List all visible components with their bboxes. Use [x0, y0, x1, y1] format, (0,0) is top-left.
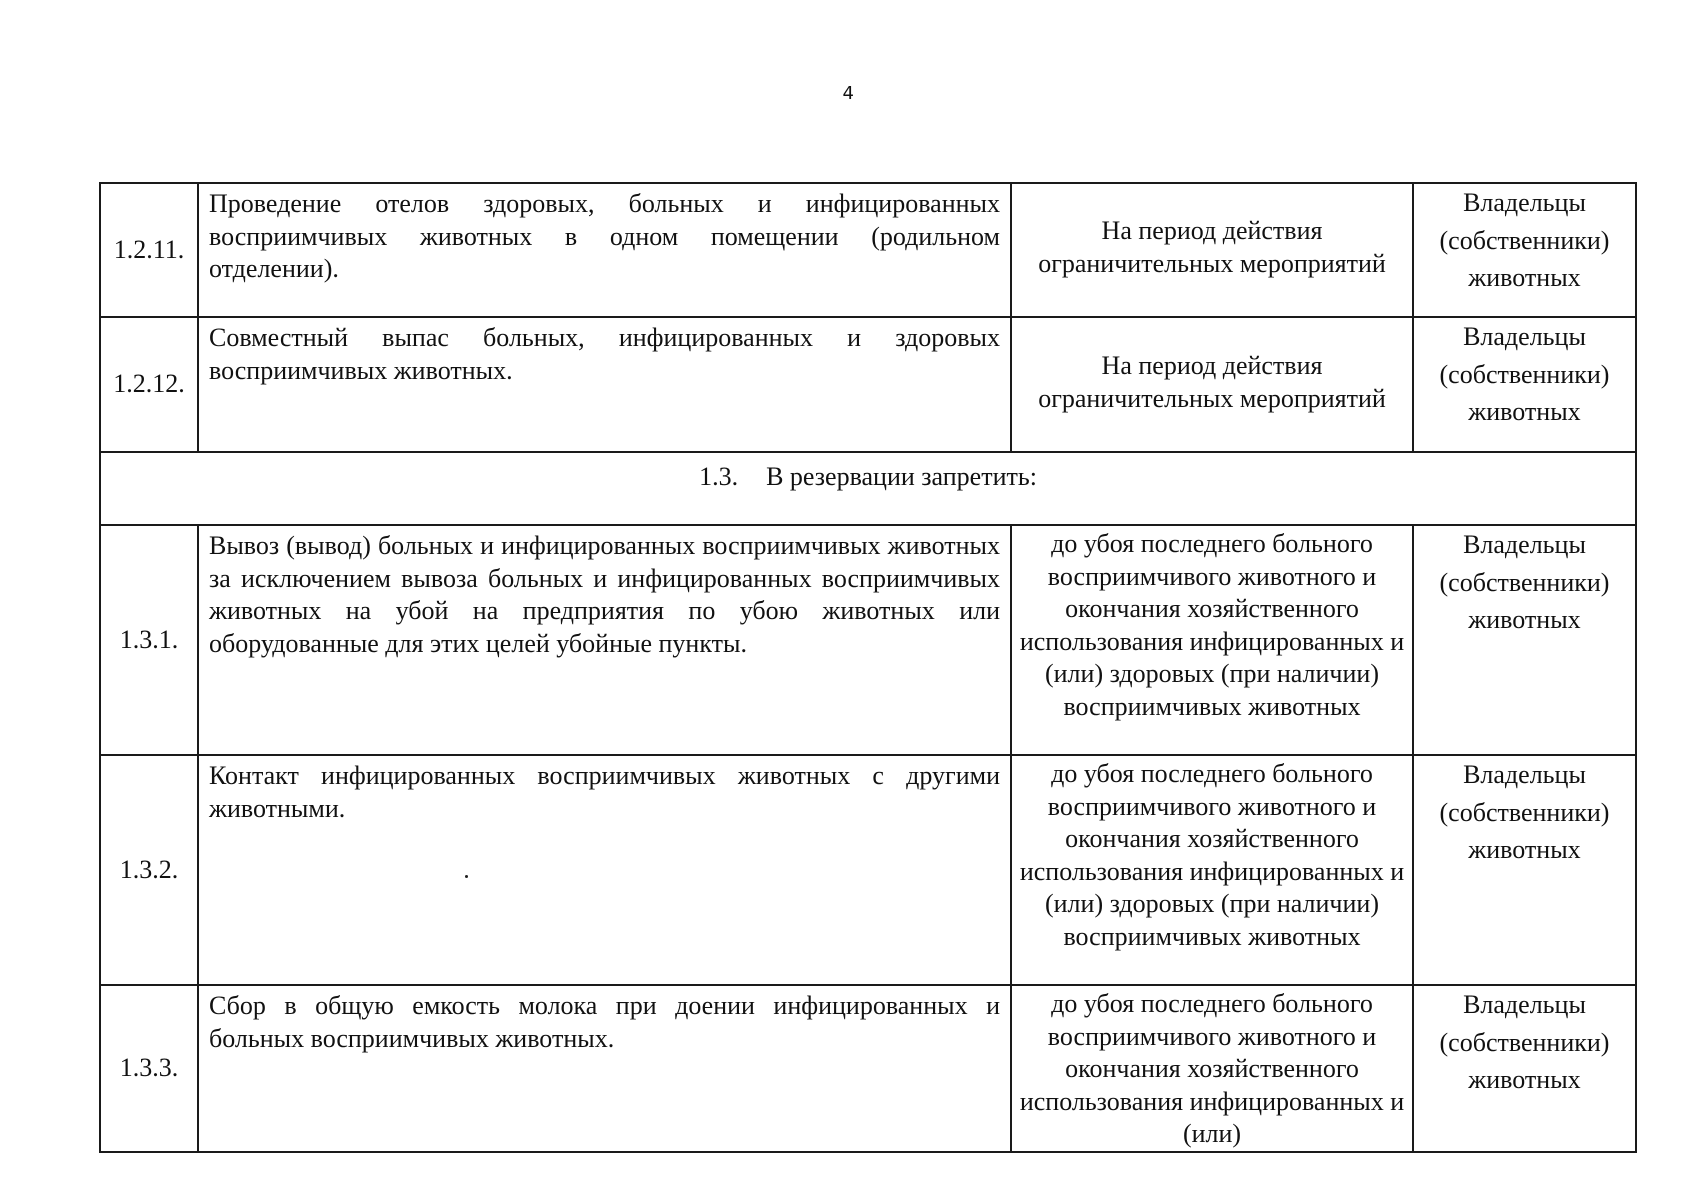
scan-speck: [465, 875, 468, 878]
item-period: до убоя последнего больного восприимчивого животного и окончания хозяйственного использования инфицированных и (или) здоровых (при наличии) восприимчивых животных: [1011, 755, 1413, 985]
page-number: 4: [842, 83, 855, 104]
item-number: 1.2.11.: [100, 183, 198, 317]
item-text: Сбор в общую емкость молока при доении инфицированных и больных восприимчивых животных.: [198, 985, 1011, 1152]
item-number: 1.3.2.: [100, 755, 198, 985]
item-text: Контакт инфицированных восприимчивых животных с другими животными.: [198, 755, 1011, 985]
item-owner: Владельцы (собственники) животных: [1413, 183, 1636, 317]
item-owner: Владельцы (собственники) животных: [1413, 317, 1636, 452]
item-number: 1.2.12.: [100, 317, 198, 452]
item-text: Проведение отелов здоровых, больных и инфицированных восприимчивых животных в одном помещении (родильном отделении).: [198, 183, 1011, 317]
item-period: На период действия ограничительных мероприятий: [1011, 183, 1413, 317]
item-owner: Владельцы (собственники) животных: [1413, 525, 1636, 755]
section-header: [100, 452, 1636, 525]
item-period: На период действия ограничительных мероприятий: [1011, 317, 1413, 452]
table-row: [100, 755, 1636, 985]
table-row: [100, 317, 1636, 452]
item-text: Совместный выпас больных, инфицированных и здоровых восприимчивых животных.: [198, 317, 1011, 452]
item-number: 1.3.3.: [100, 985, 198, 1152]
section-title: В резервации запретить:: [766, 462, 1037, 491]
item-owner: Владельцы (собственники) животных: [1413, 755, 1636, 985]
item-owner: Владельцы (собственники) животных: [1413, 985, 1636, 1152]
item-text: Вывоз (вывод) больных и инфицированных восприимчивых животных за исключением вывоза больных и инфицированных восприимчивых животных на убой на предприятия по убою животных или оборудованные для этих целей убойные пункты.: [198, 525, 1011, 755]
table-row: [100, 985, 1636, 1152]
section-header-row: [100, 452, 1636, 525]
item-period: до убоя последнего больного восприимчивого животного и окончания хозяйственного использования инфицированных и (или) здоровых (при наличии) восприимчивых животных: [1011, 525, 1413, 755]
table-row: [100, 183, 1636, 317]
section-number: 1.3.: [699, 462, 739, 491]
table-row: [100, 525, 1636, 755]
item-number: 1.3.1.: [100, 525, 198, 755]
item-period: до убоя последнего больного восприимчивого животного и окончания хозяйственного использования инфицированных и (или): [1011, 985, 1413, 1152]
restrictions-table: [99, 182, 1637, 1153]
